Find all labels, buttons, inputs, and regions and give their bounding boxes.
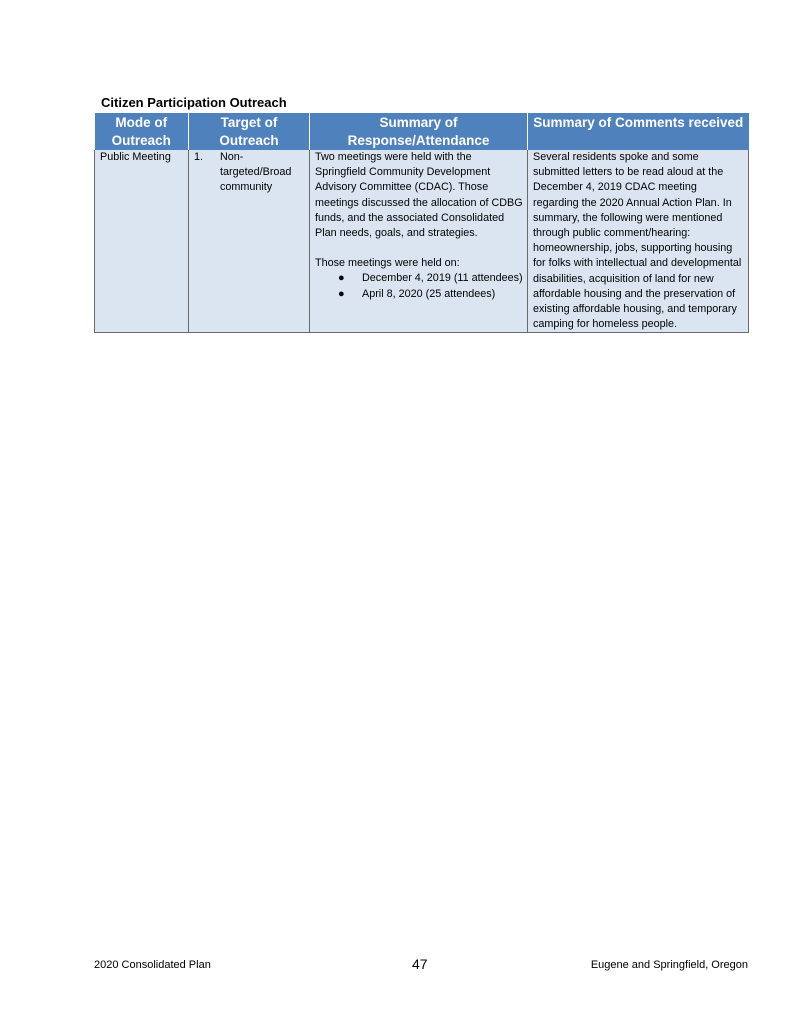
cell-comments: Several residents spoke and some submitted letters to be read aloud at the December 4, 2019 CDAC meeting regarding the 2020 Annual Action Plan. In summary, the following were mentioned through public comment/hearing: homeownership, jobs, supporting housing for folks with intellectual and developmental disabilities, acquisition of land for new affordable housing and the preservation of existing affordable housing, and temporary camping for homeless people. [528,150,749,333]
response-paragraph: Two meetings were held with the Springfield Community Development Advisory Committee (CDAC). Those meetings discussed the allocation of CDBG funds, and the associated Consolidated Plan needs, goals, and strategies. [315,151,523,240]
header-mode-of-outreach: Mode of Outreach [95,113,189,150]
cell-response [310,150,528,333]
cell-mode: Public Meeting [95,150,189,333]
header-summary-response: Summary of Response/Attendance [310,113,528,150]
footer-right: Eugene and Springfield, Oregon [590,959,748,971]
page-footer [94,956,748,976]
header-summary-comments: Summary of Comments received [528,113,749,150]
bullet-icon: ● [338,287,345,300]
target-list-item [194,150,305,196]
date-text: December 4, 2019 (11 attendees) [362,272,523,285]
target-text: Non-targeted/Broad community [220,151,292,194]
response-intro: Those meetings were held on: [315,257,460,270]
footer-left: 2020 Consolidated Plan [94,959,211,971]
page-number: 47 [412,956,428,972]
table-row [95,150,749,333]
response-date-list [315,271,523,301]
bullet-icon: ● [338,272,345,285]
date-text: April 8, 2020 (25 attendees) [362,287,496,300]
target-number: 1. [194,151,204,163]
list-item [315,271,523,286]
table-header-row [95,113,749,150]
outreach-table [94,113,749,333]
section-title: Citizen Participation Outreach [101,95,287,110]
list-item [315,287,523,302]
header-target-of-outreach: Target of Outreach [189,113,310,150]
cell-target [189,150,310,333]
